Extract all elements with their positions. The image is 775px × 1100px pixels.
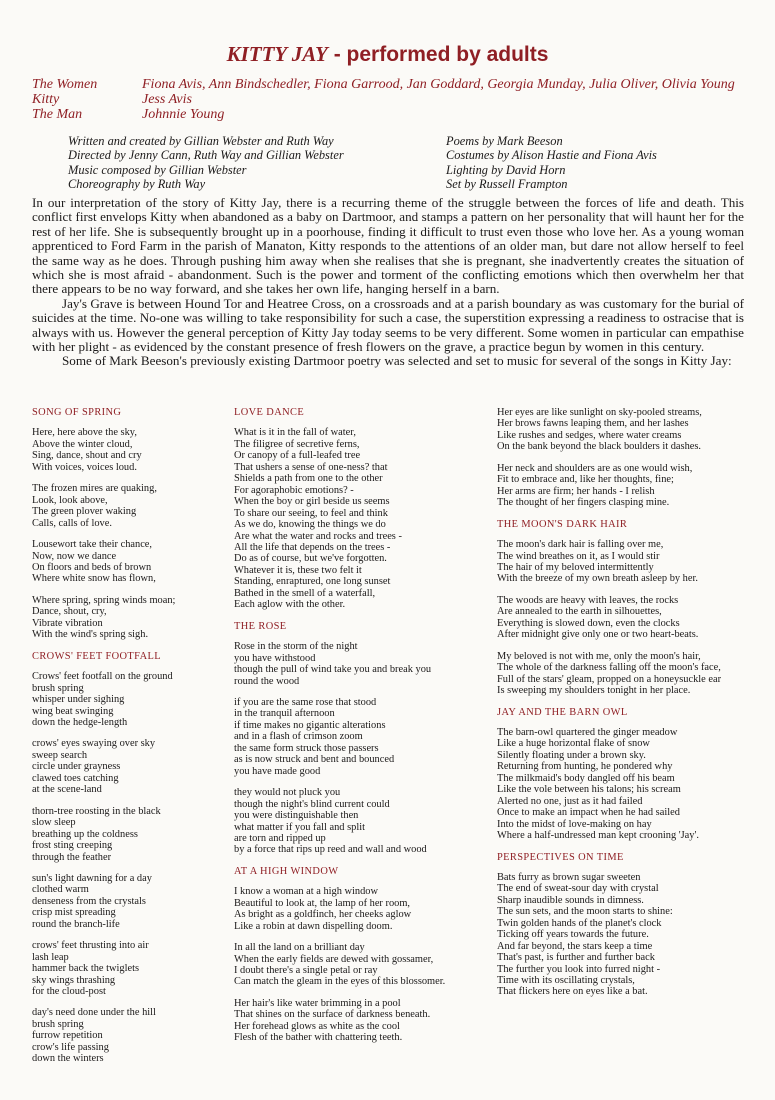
cast-list: [32, 77, 752, 122]
poem-line: Her brows fawns leaping them, and her lashes: [497, 418, 689, 430]
poem-line: Rose in the storm of the night: [234, 641, 358, 653]
poem-line: Here, here above the sky,: [32, 427, 137, 439]
poem-line: sky wings thrashing: [32, 974, 116, 986]
poem-line: After midnight give only one or two heart-beats.: [497, 629, 699, 641]
stanza: [32, 483, 227, 529]
poem-line: The end of sweat-sour day with crystal: [497, 883, 659, 895]
poem-line: slow sleep: [32, 817, 76, 829]
poem-line: Where spring, spring winds moan;: [32, 594, 176, 606]
poem-line: Her arms are firm; her hands - I relish: [497, 485, 655, 497]
poem-line: With voices, voices loud.: [32, 461, 137, 473]
poem: [234, 621, 492, 856]
stanza: [32, 671, 227, 728]
poem-line: crow's life passing: [32, 1041, 109, 1053]
introduction: [32, 196, 744, 369]
poem-line: lash leap: [32, 951, 69, 963]
poem-line: wing beat swinging: [32, 705, 114, 717]
cast-role: Kitty: [32, 92, 60, 107]
poem-line: Full of the stars' gleam, propped on a honeysuckle ear: [497, 673, 722, 685]
stanza: [32, 806, 227, 863]
poem-line: day's need done under the hill: [32, 1007, 156, 1019]
poem-line: Into the midst of love-making on hay: [497, 818, 652, 830]
poem-line: When the early fields are dewed with gossamer,: [234, 953, 434, 965]
poem-line: Her hair's like water brimming in a pool: [234, 997, 401, 1009]
poem-line: Now, now we dance: [32, 550, 117, 562]
stanza: [234, 641, 492, 687]
stanza: [497, 407, 755, 453]
poem-line: Are annealed to the earth in silhouettes,: [497, 606, 662, 618]
poem-title: CROWS' FEET FOOTFALL: [32, 650, 161, 662]
poem-line: you have made good: [234, 765, 321, 777]
poem-line: frost sting creeping: [32, 840, 113, 852]
poem-line: clawed toes catching: [32, 772, 119, 784]
poem-line: And far beyond, the stars keep a time: [497, 940, 653, 952]
poem-line: Like a robin at dawn dispelling doom.: [234, 920, 393, 932]
poem: [497, 407, 755, 509]
poem-line: Do as of course, but we've forgotten.: [234, 553, 387, 565]
poem-line: Time with its oscillating crystals,: [497, 975, 635, 987]
intro-paragraph: Some of Mark Beeson's previously existing Dartmoor poetry was selected and set to music for several of the songs in Kitty Jay:: [62, 353, 732, 369]
poem-title: AT A HIGH WINDOW: [234, 865, 339, 877]
cast-role: The Man: [32, 107, 83, 122]
poem-line: are torn and ripped up: [234, 832, 326, 844]
credit-line: Poems by Mark Beeson: [446, 134, 563, 148]
poem-line: crisp mist spreading: [32, 907, 116, 919]
poem-line: The wind breathes on it, as I would stir: [497, 550, 660, 562]
poem-line: Fit to embrace and, like her thoughts, fine;: [497, 474, 674, 486]
poem-line: furrow repetition: [32, 1030, 103, 1042]
poem-title: THE MOON'S DARK HAIR: [497, 518, 628, 530]
poem-line: and in a flash of crimson zoom: [234, 731, 363, 743]
poem-line: The frozen mires are quaking,: [32, 483, 157, 495]
poem-line: The green plover waking: [32, 506, 137, 518]
poem-line: Flesh of the bather with chattering teeth.: [234, 1032, 403, 1044]
stanza: [497, 727, 755, 842]
poem-line: Standing, enraptured, one long sunset: [234, 576, 391, 588]
poem-line: Look, look above,: [32, 494, 108, 506]
poem-line: Sharp inaudible sounds in dimness.: [497, 894, 644, 906]
credit-line: Set by Russell Frampton: [446, 177, 568, 192]
poem-line: sun's light dawning for a day: [32, 872, 152, 884]
poem-line: hammer back the twiglets: [32, 963, 140, 975]
poem-line: Her eyes are like sunlight on sky-pooled streams,: [497, 407, 702, 418]
cast-row: [32, 92, 752, 107]
intro-paragraph: Jay's Grave is between Hound Tor and Heatree Cross, on a crossroads and at a parish boundary as was customary for the burial of suicides at the time. No-one was willing to take responsibility for such a case, the superstition expressing a readiness to ostracise that is always with us. However the general perception of Kitty Jay today seems to be very different. Some women in particular can empathise with her plight - as evidenced by the constant presence of fresh flowers on the grave, a practice begun by women in this century.: [32, 295, 744, 355]
stanza: [497, 539, 755, 585]
poem: [497, 852, 755, 998]
poem: [32, 407, 227, 641]
poem-line: What is it in the fall of water,: [234, 427, 356, 439]
poem-line: Whatever it is, these two felt it: [234, 564, 362, 576]
poems-column-3: [497, 407, 755, 1008]
poem-line: When the boy or girl beside us seems: [234, 496, 390, 508]
poem-line: clothed warm: [32, 884, 89, 896]
poem-line: though the pull of wind take you and break you: [234, 664, 432, 676]
poem-line: sweep search: [32, 749, 88, 761]
poem: [32, 651, 227, 1065]
poem-line: The whole of the darkness falling off the moon's face,: [497, 662, 721, 674]
stanza: [497, 463, 755, 509]
title-subtitle: - performed by adults: [327, 43, 549, 66]
poem-line: whisper under sighing: [32, 694, 125, 706]
poem-line: Ticking off years towards the future.: [497, 929, 649, 941]
poem-line: Like the vole between his talons; his scream: [497, 784, 681, 796]
stanza: [32, 1007, 227, 1064]
cast-row: [32, 107, 752, 122]
stanza: [497, 651, 755, 697]
poem-line: For agoraphobic emotions? -: [234, 484, 354, 496]
stanza: [234, 998, 492, 1044]
poem-line: I know a woman at a high window: [234, 886, 378, 898]
poem-line: My beloved is not with me, only the moon's hair,: [497, 650, 701, 662]
poem-line: Bathed in the smell of a waterfall,: [234, 587, 376, 599]
poem-line: Crows' feet footfall on the ground: [32, 671, 173, 683]
poem-line: Calls, calls of love.: [32, 517, 112, 529]
stanza: [32, 940, 227, 997]
poem-line: Beautiful to look at, the lamp of her room,: [234, 897, 411, 909]
stanza: [32, 595, 227, 641]
poem-line: down the hedge-length: [32, 716, 128, 728]
credit-line: Costumes by Alison Hastie and Fiona Avis: [446, 148, 657, 163]
credits-right: [446, 134, 748, 192]
cast-names: Jess Avis: [142, 92, 192, 107]
poem-line: On the bank beyond the black boulders it dashes.: [497, 441, 702, 453]
stanza: [32, 873, 227, 930]
poem-line: crows' eyes swaying over sky: [32, 738, 156, 750]
credit-line: Choreography by Ruth Way: [68, 177, 206, 192]
poem-line: Like rushes and sedges, where water creams: [497, 429, 682, 441]
poem-line: brush spring: [32, 682, 84, 694]
poem-line: Is sweeping my shoulders tonight in her place.: [497, 685, 691, 697]
stanza: [497, 872, 755, 998]
poem-line: Above the winter cloud,: [32, 438, 133, 450]
poem-line: brush spring: [32, 1018, 84, 1030]
poem-line: Bats furry as brown sugar sweeten: [497, 871, 641, 883]
poem-line: Or canopy of a full-leafed tree: [234, 450, 361, 462]
cast-row: [32, 77, 752, 92]
poem-line: Once to make an impact when he had sailed: [497, 807, 680, 819]
poem-line: The hair of my beloved intermittently: [497, 561, 654, 573]
poem-line: Her forehead glows as white as the cool: [234, 1020, 400, 1032]
stanza: [32, 427, 227, 473]
poem-line: Sing, dance, shout and cry: [32, 450, 142, 462]
poem-line: With the wind's spring sigh.: [32, 629, 149, 641]
poem-line: Shields a path from one to the other: [234, 473, 383, 485]
poem-line: crows' feet thrusting into air: [32, 940, 149, 952]
stanza: [234, 886, 492, 932]
stanza: [32, 738, 227, 795]
poem-line: Can match the gleam in the eyes of this blossomer.: [234, 976, 446, 988]
poem-line: Where a half-undressed man kept crooning 'Jay'.: [497, 830, 699, 842]
poem-line: On floors and beds of brown: [32, 561, 152, 573]
poem-line: I doubt there's a single petal or ray: [234, 965, 378, 977]
poem-line: if time makes no gigantic alterations: [234, 719, 386, 731]
poem-line: thorn-tree roosting in the black: [32, 805, 161, 817]
poem-line: round the wood: [234, 675, 300, 687]
cast-names: Fiona Avis, Ann Bindschedler, Fiona Garrood, Jan Goddard, Georgia Munday, Julia Oliver, Olivia Young: [142, 77, 735, 92]
poem-title: PERSPECTIVES ON TIME: [497, 851, 624, 863]
credit-line: Music composed by Gillian Webster: [68, 162, 247, 177]
poem-line: Vibrate vibration: [32, 617, 103, 629]
poem-line: With the breeze of my own breath asleep by her.: [497, 573, 698, 585]
poem-line: The milkmaid's body dangled off his beam: [497, 772, 675, 784]
poem-line: As we do, knowing the things we do: [234, 519, 386, 531]
stanza: [32, 539, 227, 585]
poem-title: JAY AND THE BARN OWL: [497, 706, 628, 718]
poem-line: Alerted no one, just as it had failed: [497, 795, 643, 807]
stanza: [234, 697, 492, 777]
poem-line: Her neck and shoulders are as one would wish,: [497, 462, 693, 474]
credit-line: Directed by Jenny Cann, Ruth Way and Gillian Webster: [68, 148, 344, 163]
poem-line: what matter if you fall and split: [234, 821, 366, 833]
poem-line: round the branch-life: [32, 918, 120, 930]
credits-left: [68, 134, 446, 192]
credits: [68, 134, 748, 192]
poem-line: The moon's dark hair is falling over me,: [497, 539, 664, 551]
poem-line: you were distinguishable then: [234, 810, 359, 822]
poem-line: The sun sets, and the moon starts to shine:: [497, 906, 673, 918]
poem-line: denseness from the crystals: [32, 895, 146, 907]
poem-line: The further you look into furred night -: [497, 963, 661, 975]
poems-column-1: [32, 407, 227, 1075]
poem-line: Dance, shout, cry,: [32, 606, 107, 618]
poem-line: the same form struck those passers: [234, 742, 379, 754]
poem-line: That flickers here on eyes like a bat.: [497, 986, 648, 998]
poem-line: All the life that depends on the trees -: [234, 541, 391, 553]
poem-line: The filigree of secretive ferns,: [234, 438, 360, 450]
poem-line: In all the land on a brilliant day: [234, 942, 365, 954]
poem-line: Twin golden hands of the planet's clock: [497, 917, 662, 929]
credit-line: Written and created by Gillian Webster and Ruth Way: [68, 134, 334, 148]
poem-line: That's past, is further and further back: [497, 952, 655, 964]
page-title: [0, 42, 775, 67]
cast-names: Johnnie Young: [142, 107, 225, 122]
stanza: [497, 595, 755, 641]
poem-line: The barn-owl quartered the ginger meadow: [497, 726, 678, 738]
poem: [234, 407, 492, 611]
poem-line: Everything is slowed down, even the clocks: [497, 617, 680, 629]
poem-line: Are what the water and rocks and trees -: [234, 530, 402, 542]
poem-line: Each aglow with the other.: [234, 599, 346, 611]
poem-line: they would not pluck you: [234, 787, 341, 799]
poem-line: though the night's blind current could: [234, 798, 390, 810]
poem: [234, 866, 492, 1044]
cast-role: The Women: [32, 77, 98, 92]
poem-title: THE ROSE: [234, 620, 287, 632]
poem-line: That shines on the surface of darkness beneath.: [234, 1009, 431, 1021]
poem-line: That ushers a sense of one-ness? that: [234, 461, 388, 473]
credit-line: Lighting by David Horn: [446, 162, 566, 177]
poem-line: Lousewort take their chance,: [32, 539, 153, 551]
poem-line: Where white snow has flown,: [32, 573, 156, 585]
poem-title: SONG OF SPRING: [32, 407, 122, 418]
poem-title: LOVE DANCE: [234, 407, 305, 418]
poem-line: by a force that rips up reed and wall and wood: [234, 844, 427, 856]
poem-line: The thought of her fingers clasping mine.: [497, 497, 670, 509]
poem-line: if you are the same rose that stood: [234, 696, 377, 708]
poem: [497, 707, 755, 842]
poem-line: for the cloud-post: [32, 986, 106, 998]
poem-line: As bright as a goldfinch, her cheeks aglow: [234, 909, 412, 921]
poem-line: The woods are heavy with leaves, the rocks: [497, 594, 679, 606]
poems-column-2: [234, 407, 492, 1054]
intro-paragraph: In our interpretation of the story of Kitty Jay, there is a recurring theme of the struggle between the forces of life and death. This conflict first envelops Kitty when abandoned as a baby on Dartmoor, and stamps a pattern on her personality that will haunt her for the rest of her life. She is subsequently brought up in a poorhouse, finding it difficult to trust even those who love her. As a young woman apprenticed to Ford Farm in the parish of Manaton, Kitty responds to the attentions of an older man, but dare not allow herself to feel the same way as he does. Through pushing him away when she realises that she is pregnant, she inadvertently creates the situation of which she is most afraid - abandonment. Such is the power and torment of the conflicting emotions which then overwhelm her that there appears to be no way forward, and she takes her own life, hanging herself in a barn.: [32, 195, 744, 297]
poem: [497, 519, 755, 697]
poem-line: in the tranquil afternoon: [234, 708, 335, 720]
poem-line: as is now struck and bent and bounced: [234, 754, 395, 766]
stanza: [234, 942, 492, 988]
poem-line: Returning from hunting, he pondered why: [497, 761, 673, 773]
poem-line: down the winters: [32, 1053, 104, 1065]
poem-line: you have withstood: [234, 652, 316, 664]
title-play-name: KITTY JAY: [226, 42, 328, 66]
stanza: [234, 787, 492, 856]
poem-line: To share our seeing, to feel and think: [234, 507, 388, 519]
poem-line: Silently floating under a brown sky.: [497, 749, 646, 761]
poem-line: through the feather: [32, 851, 112, 863]
poem-line: at the scene-land: [32, 784, 102, 796]
stanza: [234, 427, 492, 610]
poem-line: breathing up the coldness: [32, 828, 138, 840]
poem-line: circle under grayness: [32, 761, 121, 773]
poem-line: Like a huge horizontal flake of snow: [497, 738, 650, 750]
